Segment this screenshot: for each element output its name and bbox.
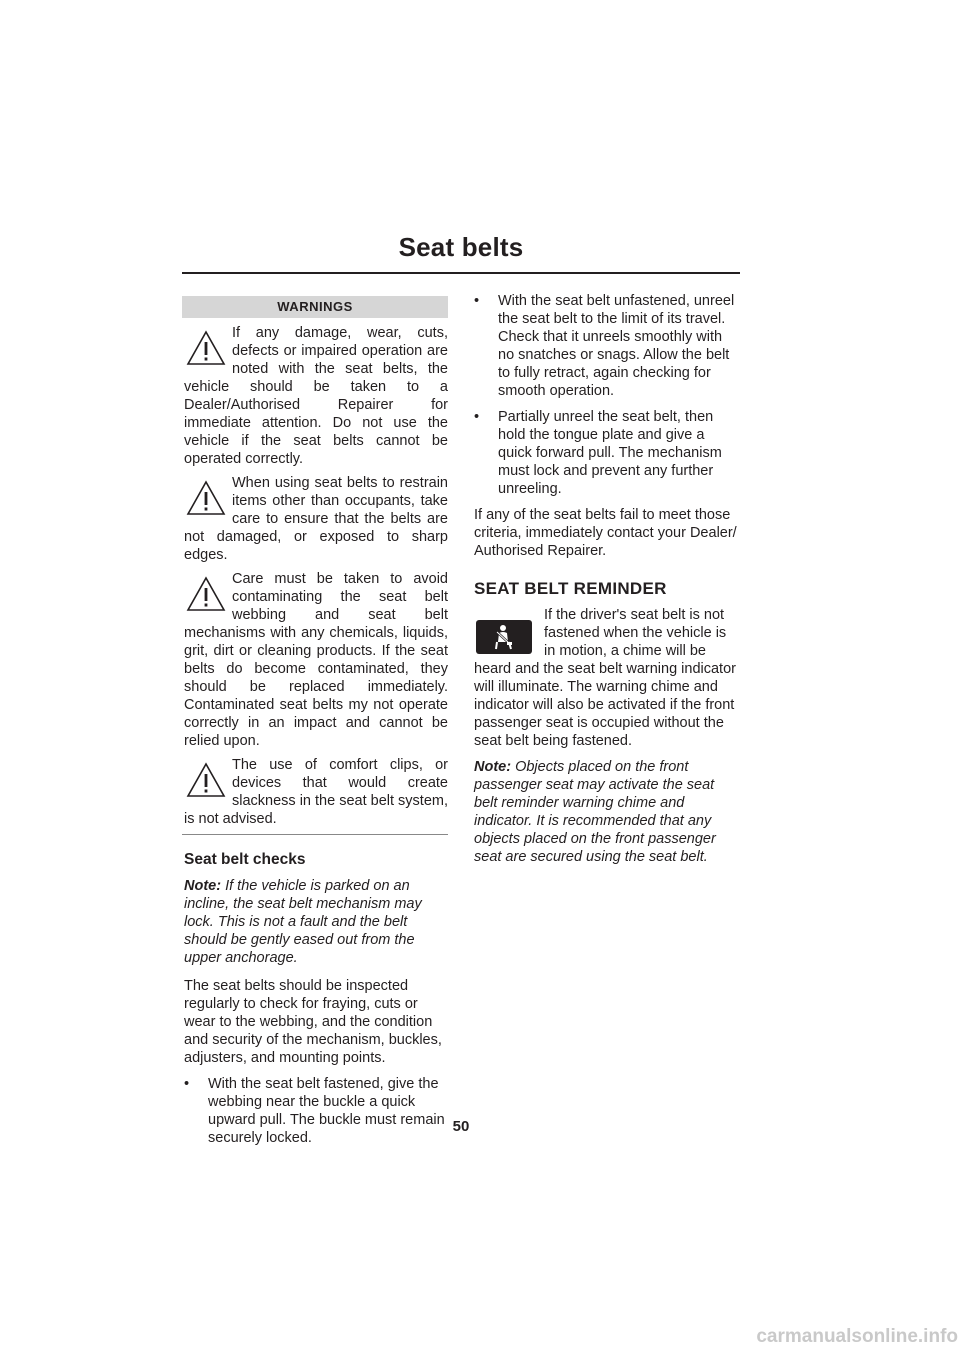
warning-item [182, 570, 448, 750]
warnings-bottom-rule [182, 834, 448, 835]
section-heading: Seat belt checks [184, 851, 306, 868]
note [474, 758, 740, 866]
warning-triangle-icon [184, 478, 228, 518]
watermark: carmanualsonline.info [756, 1326, 958, 1347]
warning-item [182, 474, 448, 564]
paragraph: If the driver's seat belt is not fastened when the vehicle is in motion, a chime will be heard and the seat belt warning indicator will illuminate. The warning chime and indicator will also be activated if the front passenger seat is occupied without the seat belt being fastened. [474, 607, 736, 749]
warnings-header: WARNINGS [182, 296, 448, 318]
paragraph: If any of the seat belts fail to meet those criteria, immediately contact your Dealer/ Authorised Repairer. [474, 507, 737, 559]
warning-text: When using seat belts to restrain items other than occupants, take care to ensure that the belts are not damaged, or exposed to sharp edges. [184, 475, 448, 563]
note-text: If the vehicle is parked on an incline, the seat belt mechanism may lock. This is not a fault and the belt should be gently eased out from the upper anchorage. [184, 878, 422, 966]
section-heading: SEAT BELT REMINDER [474, 579, 667, 598]
list-item [474, 408, 740, 498]
note [184, 877, 448, 967]
warning-text: The use of comfort clips, or devices that would create slackness in the seat belt system, is not advised. [184, 757, 448, 827]
warning-item [182, 756, 448, 828]
left-column [184, 296, 448, 1155]
warning-item [182, 324, 448, 468]
bullet-symbol: • [184, 1076, 190, 1092]
warning-triangle-icon [184, 328, 228, 368]
title-divider [182, 272, 740, 274]
list-item [474, 292, 740, 400]
list-item-text: Partially unreel the seat belt, then hold the tongue plate and give a quick forward pull. The mechanism must lock and prevent any further unreeling. [498, 409, 722, 497]
warnings-box [182, 296, 448, 835]
right-column [474, 292, 740, 876]
page-number: 50 [452, 1118, 470, 1135]
list-item-text: With the seat belt unfastened, unreel the seat belt to the limit of its travel. Check that it unreels smoothly with no snatches or snags. Allow the belt to fully retract, again checking for smooth operation. [498, 293, 735, 399]
note-text: Objects placed on the front passenger seat may activate the seat belt reminder warning chime and indicator. It is recommended that any objects placed on the front passenger seat are secured using the seat belt. [474, 759, 716, 865]
list-item [184, 1075, 448, 1147]
page-title: Seat belts [398, 232, 524, 262]
seat-belt-warning-icon [476, 620, 532, 654]
note-label: Note: [184, 878, 222, 894]
warning-text: Care must be taken to avoid contaminating the seat belt webbing and seat belt mechanisms with any chemicals, liquids, grit, dirt or cleaning products. If the seat belts do become contaminated, they should be replaced immediately. Contaminated seat belts my not operate correctly in an impact and cannot be relied upon. [184, 571, 448, 749]
list-item-text: With the seat belt fastened, give the webbing near the buckle a quick upward pull. The buckle must remain securely locked. [208, 1076, 445, 1146]
bullet-symbol: • [474, 293, 480, 309]
note-label: Note: [474, 759, 512, 775]
seat-belt-icon [490, 623, 518, 651]
paragraph: The seat belts should be inspected regularly to check for fraying, cuts or wear to the webbing, and the condition and security of the mechanism, buckles, adjusters, and mounting points. [184, 978, 442, 1066]
warning-text: If any damage, wear, cuts, defects or impaired operation are noted with the seat belts, the vehicle should be taken to a Dealer/Authorised Repairer for immediate attention. Do not use the vehicle if the seat belts cannot be operated correctly. [184, 325, 448, 467]
warning-triangle-icon [184, 574, 228, 614]
warning-triangle-icon [184, 760, 228, 800]
bullet-symbol: • [474, 409, 480, 425]
